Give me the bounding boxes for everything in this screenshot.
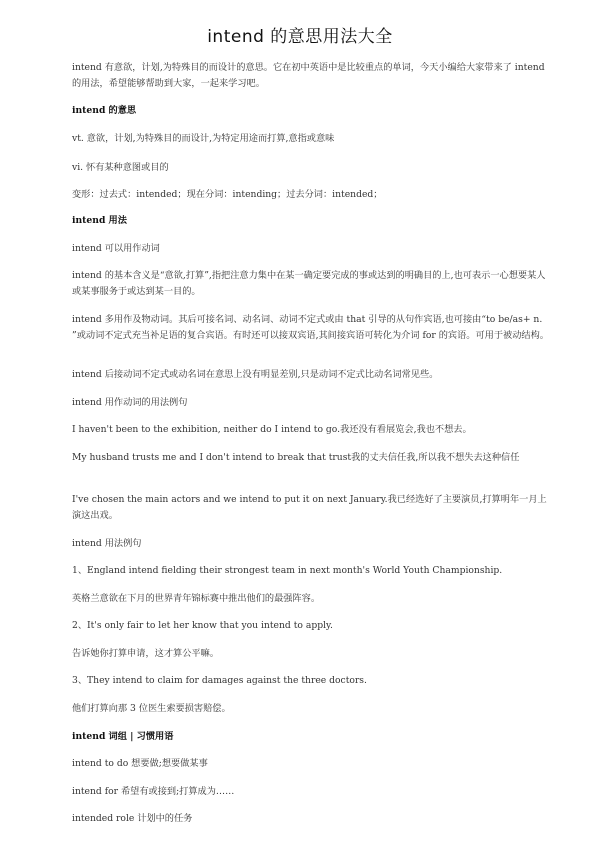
meaning-heading: intend 的意思 <box>72 105 137 116</box>
page-title: intend 的意思用法大全 <box>207 27 393 47</box>
phrase-1: intend to do 想要做;想要做某事 <box>72 758 208 769</box>
phrases-heading: intend 词组 | 习惯用语 <box>72 731 174 742</box>
phrase-3: intended role 计划中的任务 <box>72 813 193 824</box>
meaning-vi: vi. 怀有某种意图或目的 <box>72 162 169 173</box>
example-3-zh: 他们打算向那 3 位医生索要损害赔偿。 <box>72 703 231 714</box>
usage-basic: intend 的基本含义是“意欲,打算”,指把注意力集中在某一确定要完成的事或达到的明确目的上,也可表示一心想要某人或某事服务于或达到某一目的。 <box>72 270 546 297</box>
meaning-forms: 变形：过去式：intended；现在分词：intending；过去分词：intended； <box>72 189 383 200</box>
usage-example-1: I haven't been to the exhibition, neither do I intend to go.我还没有看展览会,我也不想去。 <box>72 424 472 435</box>
usage-examples-heading: intend 用作动词的用法例句 <box>72 397 188 408</box>
examples-heading: intend 用法例句 <box>72 538 142 549</box>
phrase-2: intend for 希望有或接到;打算成为…… <box>72 786 235 797</box>
example-2-zh: 告诉她你打算申请，这才算公平嘛。 <box>72 648 219 659</box>
example-2-en: 2、It's only fair to let her know that you intend to apply. <box>72 620 333 631</box>
meaning-vt: vt. 意欲，计划,为特殊目的而设计,为特定用途而打算,意指或意味 <box>72 133 335 144</box>
example-1-zh: 英格兰意欲在下月的世界青年锦标赛中推出他们的最强阵容。 <box>72 593 321 604</box>
usage-transitive: intend 多用作及物动词。其后可接名词、动名词、动词不定式或由 that 引导的从句作宾语,也可接由“to be/as+ n. ”或动词不定式充当补足语的复合宾语。有时还可以接双宾语,其间接宾语可转化为介词 for 的宾语。可用于被动结构。 <box>72 314 549 341</box>
intro-paragraph: intend 有意欲，计划,为特殊目的而设计的意思。它在初中英语中是比较重点的单词，今天小编给大家带来了 intend 的用法，希望能够帮助到大家，一起来学习吧。 <box>72 62 545 89</box>
example-1-en: 1、England intend fielding their strongest team in next month's World Youth Championship. <box>72 565 503 576</box>
usage-infinitive: intend 后接动词不定式或动名词在意思上没有明显差别,只是动词不定式比动名词常见些。 <box>72 369 439 380</box>
usage-example-2: My husband trusts me and I don't intend to break that trust我的丈夫信任我,所以我不想失去这种信任 <box>72 452 520 463</box>
usage-verb: intend 可以用作动词 <box>72 243 160 254</box>
usage-example-3: I've chosen the main actors and we intend to put it on next January.我已经选好了主要演员,打算明年一月上演这出戏。 <box>72 494 547 521</box>
example-3-en: 3、They intend to claim for damages against the three doctors. <box>72 675 367 686</box>
usage-heading: intend 用法 <box>72 215 127 226</box>
